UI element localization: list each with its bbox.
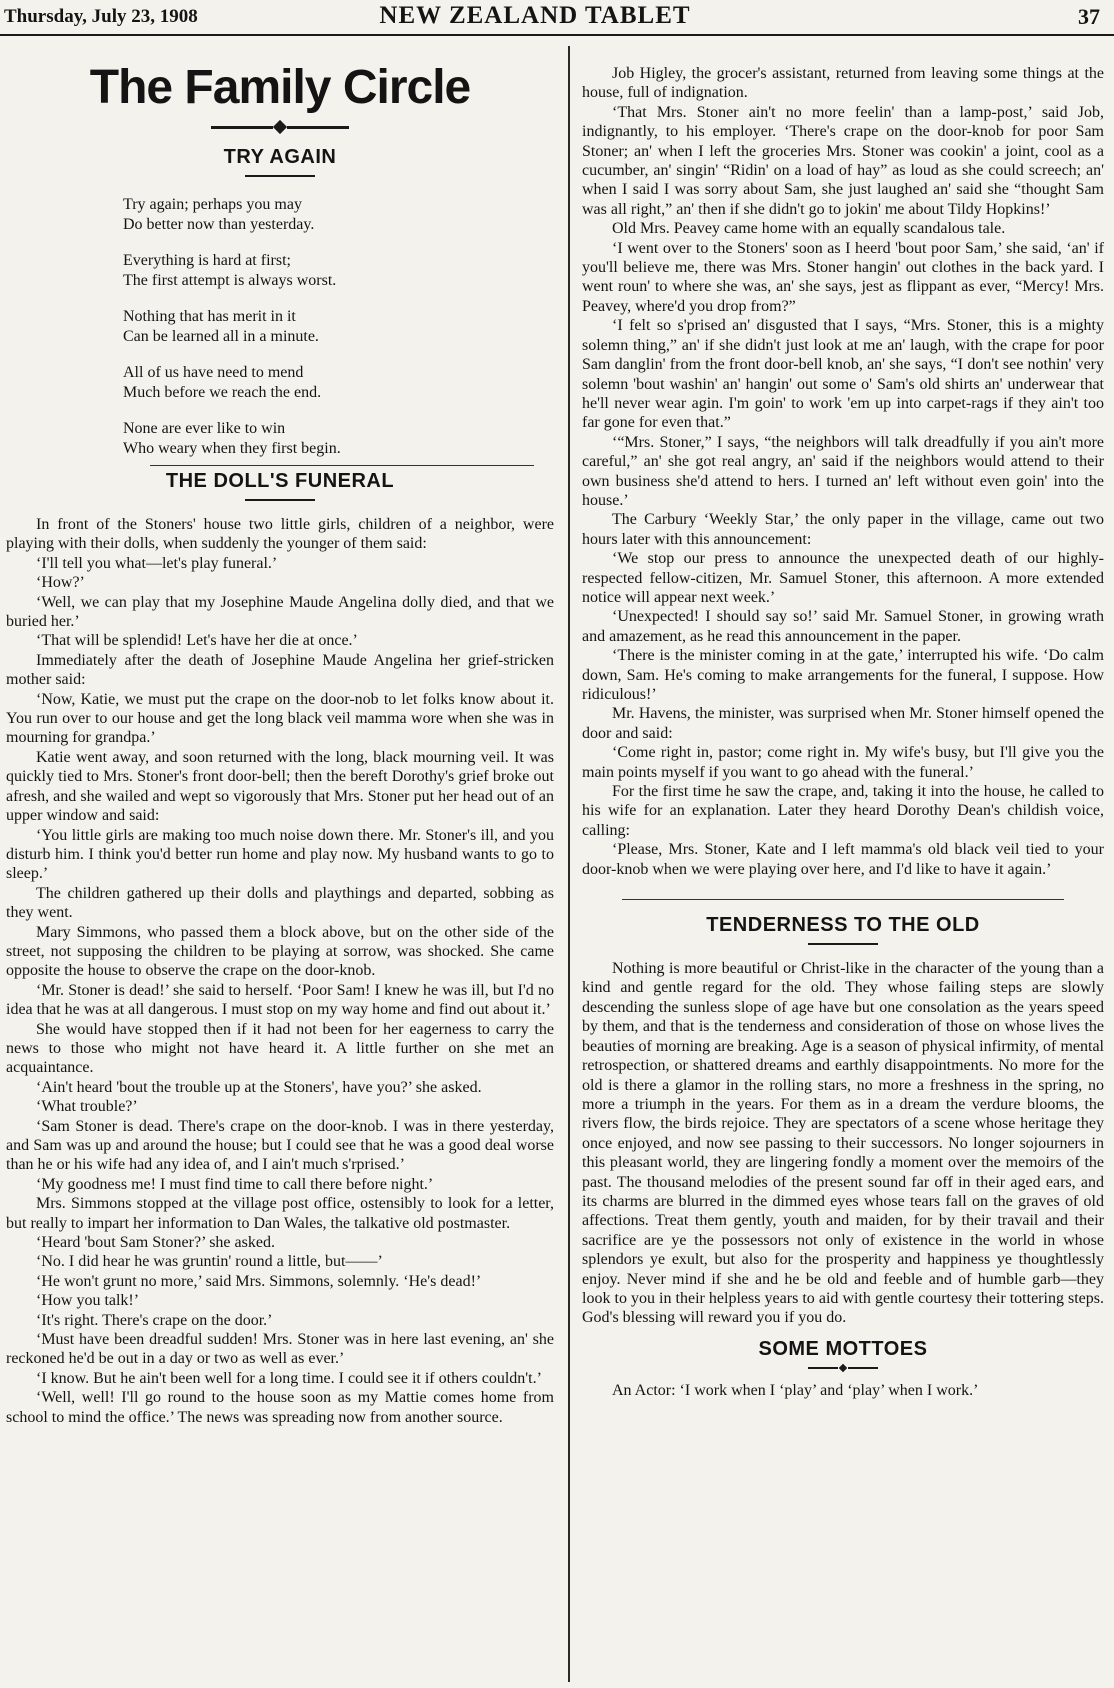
story-paragraph: Mr. Havens, the minister, was surprised when Mr. Stoner himself opened the door and said: — [582, 705, 1104, 742]
story-paragraph: ‘“Mrs. Stoner,” I says, “the neighbors will talk dreadfully if you ain't more careful,” an' she got real angry, an' said if the neighbors would attend to their own business she'd attend to hers. I turned an' left without even goin' into the house.’ — [582, 433, 1104, 509]
story-paragraph: ‘Heard 'bout Sam Stoner?’ she asked. — [36, 1234, 275, 1252]
story-title-rule — [245, 499, 315, 501]
poem-line: Can be learned all in a minute. — [123, 328, 319, 345]
story-paragraph: For the first time he saw the crape, and, taking it into the house, he called to his wife for an explanation. Later they heard Dorothy Dean's childish voice, calling: — [582, 783, 1104, 839]
story-paragraph: ‘Now, Katie, we must put the crape on the door-nob to let folks know about it. You run over to our house and get the long black veil mamma wore when she was in mourning for grandpa.’ — [6, 690, 554, 747]
story-paragraph: In front of the Stoners' house two little girls, children of a neighbor, were playing with their dolls, when suddenly the younger of them said: — [6, 516, 554, 553]
story-paragraph: ‘Come right in, pastor; come right in. My wife's busy, but I'll give you the main points myself if you want to go ahead with the funeral.’ — [582, 744, 1104, 781]
poem-line: Everything is hard at first; — [123, 252, 291, 269]
poem-line: Who weary when they first begin. — [123, 440, 341, 457]
section-title: The Family Circle — [89, 61, 471, 114]
story-paragraph: ‘Ain't heard 'bout the trouble up at the Stoners', have you?’ she asked. — [36, 1078, 482, 1096]
story-paragraph: ‘My goodness me! I must find time to call there before night.’ — [36, 1175, 434, 1193]
story-paragraph: ‘That Mrs. Stoner ain't no more feelin' than a lamp-post,’ said Job, indignantly, to his employer. ‘There's crape on the door-knob for poor Sam Stoner; an' when I left the groceries Mrs. Stoner was cookin' a joint, cool as a cucumber, an' singin' “Ridin' on a load of hay” as loud as she could screech; an' when I said I was sorry about Sam, she just laughed an' said she “thought Sam was all right,” an' then if she didn't go to jokin' me about Tildy Hopkins!’ — [582, 103, 1104, 218]
story-paragraph: The Carbury ‘Weekly Star,’ the only paper in the village, came out two hours later with this announcement: — [582, 511, 1104, 548]
section-rule — [150, 465, 534, 466]
story-paragraph: ‘Please, Mrs. Stoner, Kate and I left mamma's old black veil tied to your door-knob when we were playing over here, and I'd like to have it again.’ — [582, 841, 1104, 878]
running-header — [0, 0, 1114, 36]
poem-line: All of us have need to mend — [123, 364, 304, 381]
story-paragraph: ‘That will be splendid! Let's have her die at once.’ — [36, 632, 358, 650]
story-paragraph: Katie went away, and soon returned with the long, black mourning veil. It was quickly tied to Mrs. Stoner's front door-bell; then the bereft Dorothy's grief broke out afresh, and she wailed and wept so vigorously that Mrs. Stoner put her head out of an upper window and said: — [6, 748, 554, 825]
story-paragraph: ‘Well, we can play that my Josephine Maude Angelina dolly died, and that we buried her.’ — [6, 593, 554, 631]
story-paragraph: ‘It's right. There's crape on the door.’ — [36, 1311, 273, 1329]
tenderness-paragraph: Nothing is more beautiful or Christ-like in the character of the young than a kind and gentle regard for the old. They whose failing steps are slowly descending the sunless slope of age have but one consolation as the years speed by them, and that is the tenderness and consideration of those on whose lives the beauties of morning are breaking. Age is a season of physical infirmity, of mental retrospection, or shattered dreams and earthly disappointments. No more for the old is there a glamor in the rolling stars, no more a freshness in the spring, no more a triumph in the years. For them as in a dream the verdure blooms, the rivers flow, the birds rejoice. They are spectators of a scene whose heritage they once enjoyed, and now see passing to their successors. No longer sojourners in this pleasant world, they are lingering fondly a moment over the memoirs of the past. The thousand melodies of the present sound far off in their aged ears, and its charms are blurred in the dimmed eyes whose tears fall on the graves of old affections. Treat them gently, youth and maiden, for by their travail and their sacrifice are ye the possessors not only of existence in the world in whose splendors ye exult, but also for the prosperity and happiness ye thoughtlessly enjoy. Never mind if she and he be old and feeble and of humble garb—they look to you in their helpless years to aid with gentle courtesy their tottering steps. God's blessing will reward you if you do. — [582, 960, 1104, 1327]
story-paragraph: The children gathered up their dolls and playthings and departed, sobbing as they went. — [6, 884, 554, 922]
story-paragraph: Old Mrs. Peavey came home with an equally scandalous tale. — [612, 220, 1006, 238]
story-paragraph: ‘Unexpected! I should say so!’ said Mr. Samuel Stoner, in growing wrath and amazement, as he read this announcement in the paper. — [582, 608, 1104, 645]
story-paragraph: ‘What trouble?’ — [36, 1098, 138, 1116]
tenderness-section — [582, 899, 1104, 1328]
story-paragraph: ‘Mr. Stoner is dead!’ she said to herself. ‘Poor Sam! I knew he was ill, but I'd no idea that he was at all dangerous. I must stop on my way home and find out about it.’ — [6, 981, 554, 1019]
poem-line: The first attempt is always worst. — [123, 272, 337, 289]
poem-stanza — [123, 251, 554, 291]
story-paragraph: She would have stopped then if it had not been for her eagerness to carry the news to those who might not have heard it. A little further on she met an acquaintance. — [6, 1020, 554, 1077]
left-column — [6, 46, 554, 1427]
story-paragraph: ‘There is the minister coming in at the gate,’ interrupted his wife. ‘Do calm down, Sam. He's coming to make arrangements for the funeral, I suppose. How ridiculous!’ — [582, 647, 1104, 703]
story-paragraph: ‘How?’ — [36, 574, 85, 592]
story-paragraph: ‘Well, well! I'll go round to the house soon as my Mattie comes home from school to mind the office.’ The news was spreading now from another source. — [6, 1389, 554, 1426]
story-title: THE DOLL'S FUNERAL — [165, 470, 395, 492]
story-paragraph: Mrs. Simmons stopped at the village post office, ostensibly to look for a letter, but really to impart her information to Dan Wales, the talkative old postmaster. — [6, 1195, 554, 1232]
story-paragraph: ‘I'll tell you what—let's play funeral.’ — [36, 554, 278, 572]
mottoes-text — [582, 1381, 1104, 1400]
right-column — [582, 46, 1104, 1400]
story-continued — [582, 64, 1104, 879]
story-paragraph: ‘I felt so s'prised an' disgusted that I says, “Mrs. Stoner, this is a mighty solemn thing,” an' if she didn't just look at me an' laugh, with the crape for poor Sam danglin' from the front door-bell knob, an' she says, “I don't see nothin' very solemn 'bout washin' an' hangin' out some o' Sam's old shirts an' underwear that he'll never wear agin. I'm goin' to work 'em up into carpet-rags if they ain't too far gone for even that.” — [582, 317, 1104, 432]
poem-line: None are ever like to win — [123, 420, 286, 437]
story-paragraph: Job Higley, the grocer's assistant, returned from leaving some things at the house, full of indignation. — [582, 65, 1104, 102]
story-paragraph: ‘I know. But he ain't been well for a long time. I could see it if others couldn't.’ — [36, 1369, 542, 1387]
poem-stanza — [123, 419, 554, 459]
page-number: 37 — [1078, 4, 1100, 29]
poem-title-rule — [245, 175, 315, 177]
poem-stanza — [123, 195, 554, 235]
section-rule — [622, 899, 1064, 900]
story-paragraph: ‘No. I did hear he was gruntin' round a little, but——’ — [36, 1253, 383, 1271]
poem — [123, 195, 554, 459]
title-ornament — [6, 122, 554, 132]
poem-line: Nothing that has merit in it — [123, 308, 296, 325]
motto: An Actor: ‘I work when I ‘play’ and ‘play’ when I work.’ — [612, 1381, 979, 1399]
tenderness-text — [582, 959, 1104, 1328]
story-paragraph: Mary Simmons, who passed them a block above, but on the other side of the street, not supposing the children to be playing at sorrow, was shocked. She came opposite the house to observe the crape on the door-knob. — [6, 923, 554, 980]
story-text — [6, 515, 554, 1427]
story-paragraph: Immediately after the death of Josephine Maude Angelina her grief-stricken mother said: — [6, 651, 554, 689]
tenderness-title-rule — [808, 943, 878, 945]
story-paragraph: ‘He won't grunt no more,’ said Mrs. Simmons, solemnly. ‘He's dead!’ — [36, 1272, 482, 1290]
column-divider — [568, 46, 570, 1682]
mottoes-title: SOME MOTTOES — [758, 1337, 928, 1360]
story-paragraph: ‘I went over to the Stoners' soon as I heerd 'bout poor Sam,’ she said, ‘an' if you'll believe me, there was Mrs. Stoner hangin' out clothes in the back yard. I went roun' to where she was, an' she says, jest as flippant as ever, “Mercy! Mrs. Peavey, where'd you drop from?” — [582, 239, 1104, 315]
poem-stanza — [123, 307, 554, 347]
mottoes-ornament — [582, 1365, 1104, 1371]
poem-stanza — [123, 363, 554, 403]
paper-title: NEW ZEALAND TABLET — [379, 2, 691, 29]
poem-title: TRY AGAIN — [223, 146, 337, 168]
tenderness-title: TENDERNESS TO THE OLD — [706, 914, 980, 937]
story-paragraph: ‘Sam Stoner is dead. There's crape on the door-knob. I was in there yesterday, and Sam was up and around the house; but I could see that he was a good deal worse than he or his wife had any idea of, and I ain't much s'rprised.’ — [6, 1117, 554, 1174]
story-paragraph: ‘You little girls are making too much noise down there. Mr. Stoner's ill, and you disturb him. I think you'd better run home and play now. My husband wants to go to sleep.’ — [6, 826, 554, 883]
story-paragraph: ‘How you talk!’ — [36, 1292, 140, 1310]
poem-line: Try again; perhaps you may — [123, 196, 302, 213]
story-paragraph: ‘We stop our press to announce the unexpected death of our highly-respected fellow-citizen, Mr. Samuel Stoner, this afternoon. A more extended notice will appear next week.’ — [582, 550, 1104, 606]
story-paragraph: ‘Must have been dreadful sudden! Mrs. Stoner was in here last evening, an' she reckoned he'd be out in a day or two as well as ever.’ — [6, 1331, 554, 1368]
issue-date: Thursday, July 23, 1908 — [4, 6, 198, 27]
poem-line: Do better now than yesterday. — [123, 216, 315, 233]
poem-line: Much before we reach the end. — [123, 384, 322, 401]
